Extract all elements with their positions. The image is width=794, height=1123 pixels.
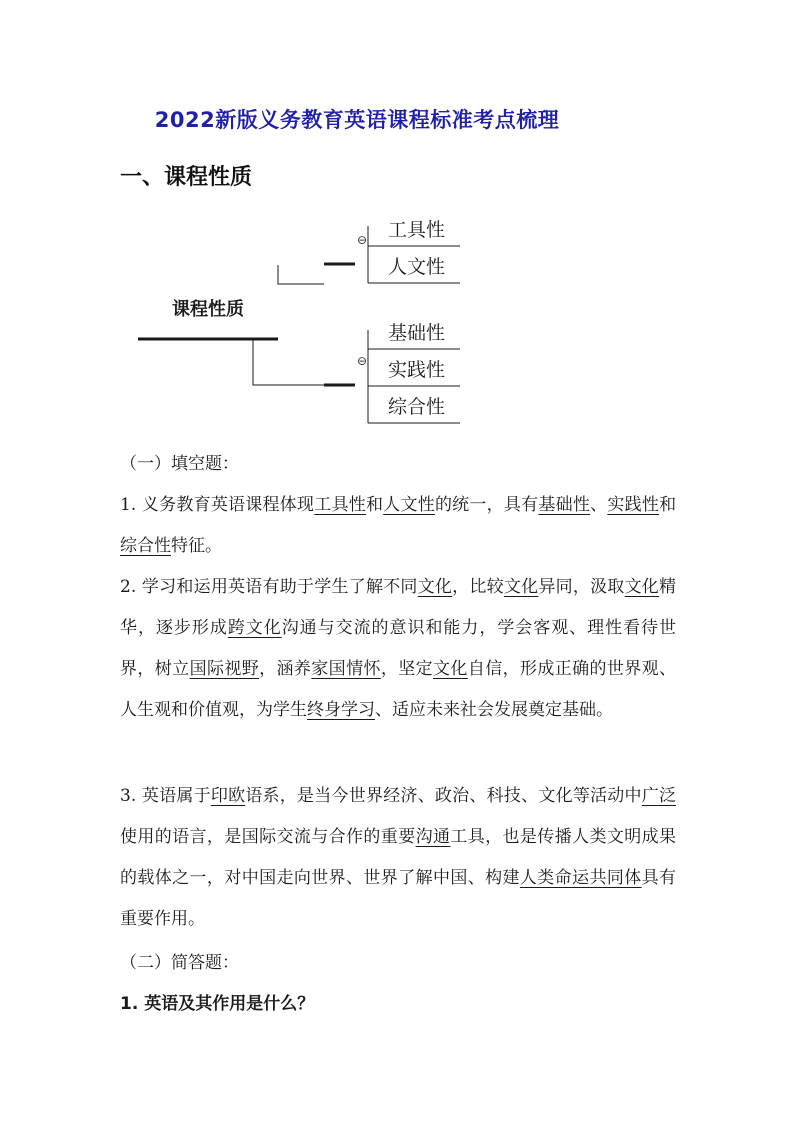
blank-answer: 跨文化 [227,618,282,638]
blank-answer: 家国情怀 [311,659,381,679]
paragraph-text: 、适应未来社会发展奠定基础。 [375,700,613,720]
paragraph-text: 和 [659,495,677,515]
blank-answer: 基础性 [538,495,591,515]
paragraph-text: ，涵养 [259,659,312,679]
fill-blank-item-2 [120,567,676,731]
mindmap-leaf: 综合性 [388,396,446,418]
paragraph-text: 、 [590,495,608,515]
blank-answer: 沟通 [415,827,451,847]
collapse-toggle-icon[interactable]: ⊖ [356,233,368,247]
fill-blank-heading: （一）填空题： [120,454,239,474]
paragraph-text: 的统一，具有 [434,495,539,515]
blank-answer: 综合性 [120,536,171,556]
paragraph-text: 2. 学习和运用英语有助于学生了解不同 [120,577,418,597]
blank-answer: 印欧 [210,786,246,806]
section-heading: 一、课程性质 [120,165,253,190]
short-answer-question-1: 1. 英语及其作用是什么？ [120,994,315,1014]
mindmap-leaf: 实践性 [388,359,446,381]
mindmap-leaf: 基础性 [388,322,446,344]
paragraph-text: 自信，形成正确的世界观、人生观和价值观，为学生 [120,659,677,720]
paragraph-text: 具有重要作用。 [120,868,677,929]
paragraph-text: 沟通与交流的意识和能力，学会客观、理性看待世界，树立 [120,618,677,679]
blank-answer: 人类命运共同体 [519,868,642,888]
mindmap-leaf: 人文性 [388,256,446,278]
connector-upper [278,265,324,284]
blank-answer: 工具性 [314,495,366,515]
blank-answer: 实践性 [607,495,660,515]
blank-answer: 终身学习 [307,700,375,720]
blank-answer: 文化 [503,577,539,597]
paragraph-text: 1. 义务教育英语课程体现 [120,495,315,515]
paragraph-text: 使用的语言，是国际交流与合作的重要 [120,827,416,847]
blank-answer: 文化 [624,577,660,597]
paragraph-text: ，比较 [452,577,504,597]
document-title: 2022新版义务教育英语课程标准考点梳理 [154,108,560,132]
paragraph-text: 精华，逐步形成 [120,577,677,638]
course-nature-mindmap [0,200,794,440]
fill-blank-item-1 [120,485,676,567]
short-answer-heading: （二）简答题： [120,953,239,973]
blank-answer: 人文性 [383,495,435,515]
paragraph-text: 异同，汲取 [538,577,625,597]
mindmap-root: 课程性质 [172,299,244,320]
connector-lower [253,339,324,385]
paragraph-text: ，坚定 [380,659,434,679]
collapse-toggle-icon[interactable]: ⊖ [356,354,368,368]
paragraph-text: 3. 英语属于 [120,786,211,806]
mindmap-leaf: 工具性 [388,219,446,241]
paragraph-text: 工具，也是传播人类文明成果的载体之一，对中国走向世界、世界了解中国、构建 [120,827,677,888]
blank-answer: 文化 [417,577,453,597]
paragraph-text: 和 [365,495,384,515]
fill-blank-item-3 [120,776,676,940]
paragraph-text: 语系，是当今世界经济、政治、科技、文化等活动中 [245,786,642,806]
blank-answer: 广泛 [641,786,677,806]
blank-answer: 文化 [433,659,468,679]
blank-answer: 国际视野 [189,659,260,679]
paragraph-text: 特征。 [171,536,222,556]
